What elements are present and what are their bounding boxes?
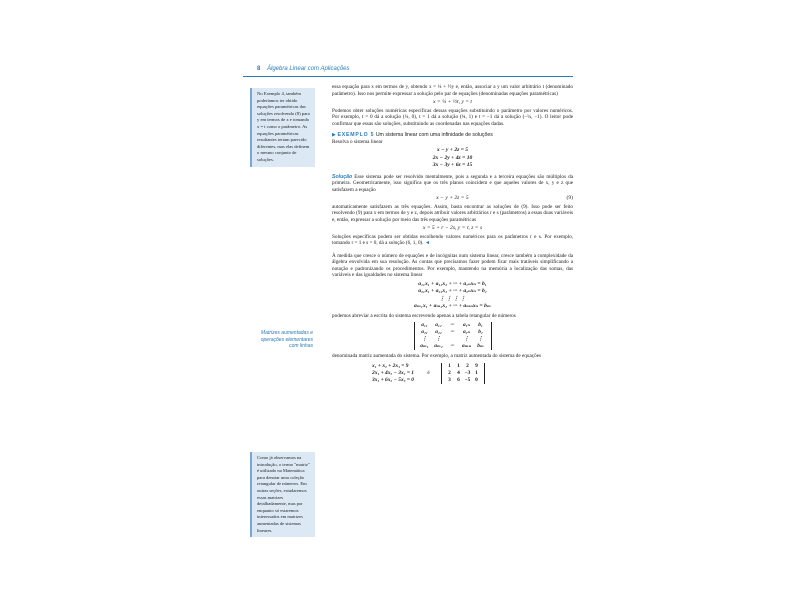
main-column xyxy=(332,84,573,384)
general-system xyxy=(332,281,573,311)
paragraph-4: automaticamente satisfazem as três equações. Assim, basta encontrar as soluções de (9). Isso pode ser feito resolvendo (9) para x em termos de y e z, depois atribuir valores arbitrários r e s (parâmetros) a essas duas variáveis e, então, expressar a solução por meio das três equações paramétricas xyxy=(332,203,573,223)
matrix-cell: ⋮ xyxy=(421,336,428,342)
paragraph-7: podemos abreviar a escrita do sistema escrevendo apenas a tabela retangular de números xyxy=(332,312,516,319)
matrix-cell: 1 xyxy=(448,362,451,369)
running-header xyxy=(243,66,573,77)
numeric-augmented-matrix xyxy=(441,363,485,384)
example-instruction: Resolva o sistema linear xyxy=(332,138,383,145)
margin-heading: Matrizes aumentadas e operações elementares com linhas xyxy=(260,330,313,350)
matrix-cell: b₂ xyxy=(478,329,483,335)
paragraph-1: essa equação para x em termos de y, obtendo x = ¼ + ½y e, então, associar a y um valor arbitrário t (denominado parâmetro). Isso nos permite expressar a solução pelo par de equações (denominadas equações paramétricas) xyxy=(332,84,573,97)
solution-label: Solução xyxy=(332,173,353,180)
system-1-row: 3x − 3y + 6z = 15 xyxy=(432,162,473,168)
paragraph-2: Podemos obter soluções numéricas específicas dessas equações substituindo o parâmetro por valores numéricos. Por exemplo, t = 0 dá a solução (¼, 0), t = 1 dá a solução (¾, 1) e t = −1 dá a solução (−¼, −1). O leitor pode confirmar que essas são soluções, substituindo as coordenadas nas equações dadas. xyxy=(332,107,573,127)
matrix-cell: 2 xyxy=(448,369,451,376)
matrix-cell: aₘ₁ xyxy=(420,343,429,349)
general-system-row: ⋮ ⋮ ⋮ ⋮ xyxy=(439,295,466,302)
system-2-row: 3x₁ + 6x₂ − 5x₃ = 0 xyxy=(372,376,415,383)
matrix-cell: ⋮ xyxy=(435,336,442,342)
is-word: é xyxy=(427,369,430,376)
equation-9-number: (9) xyxy=(566,195,573,201)
system-2 xyxy=(372,363,414,384)
general-system-row: a₂₁x₁ + a₂₂x₂ + ··· + a₂ₙxₙ = b₂ xyxy=(418,288,487,294)
matrix-cell: bₘ xyxy=(477,343,484,349)
matrix-cell: a₁₂ xyxy=(435,322,442,328)
paragraph-6: À medida que cresce o número de equações e de incógnitas num sistema linear, cresce também a complexidade da álgebra envolvida em sua resolução. As contas que precisamos fazer podem ficar mais tratáveis simplificando a notação e padronizando os procedimentos. Por exemplo, mantendo na memória a localização das somas, das variáveis e das igualdades no sistema linear xyxy=(332,252,573,278)
matrix-cell: 6 xyxy=(457,376,460,383)
system-2-row: x₁ + x₂ + 2x₃ = 9 xyxy=(372,362,409,369)
matrix-cell: b₁ xyxy=(478,322,483,328)
example-title: Um sistema linear com uma infinidade de soluções xyxy=(375,132,493,138)
example-system-and-matrix xyxy=(332,363,573,384)
end-of-example-icon: ◄ xyxy=(424,240,431,246)
side-note-2: Como já observamos na introdução, o termo "matriz" é utilizado na Matemática para denotar uma coleção retangular de números. Em outras seções, estudaremos essas matrizes detalhadamente, mas por enquanto só estaremos interessados em matrizes aumentadas de sistemas lineares. xyxy=(250,452,315,537)
matrix-cell: ⋮ xyxy=(463,336,470,342)
general-system-row: aₘ₁x₁ + aₘ₂x₂ + ··· + aₘₙxₙ = bₘ xyxy=(414,303,491,309)
matrix-cell: 4 xyxy=(457,369,460,376)
system-1 xyxy=(332,147,573,170)
matrix-cell: a₁ₙ xyxy=(462,322,471,328)
page-number: 8 xyxy=(257,66,261,72)
matrix-cell: aₘ₂ xyxy=(434,343,443,349)
system-1-row: 2x − 2y + 4z = 10 xyxy=(432,154,473,161)
side-note-1: No Exemplo 4, também poderíamos ter obtido equações paramétricas das soluções resolvendo (8) para y em termos de x e tomando x = t como o parâmetro. As equações paramétricas resultantes teriam parecido diferentes, mas elas definem o mesmo conjunto de soluções. xyxy=(250,88,315,167)
solution-paragraph xyxy=(332,174,573,194)
system-1-row: x − y + 2z = 5 xyxy=(436,147,469,153)
matrix-cell: a₂ₙ xyxy=(462,329,471,335)
equation-parametric-1: x = ¼ + ½t, y = t xyxy=(433,99,472,105)
matrix-cell: −5 xyxy=(464,376,471,383)
matrix-cell: a₂₁ xyxy=(421,329,428,335)
matrix-cell: ⋮ xyxy=(477,336,484,342)
example-tag: EXEMPLO 5 xyxy=(337,132,375,138)
paragraph-5 xyxy=(332,234,573,247)
matrix-cell: 9 xyxy=(475,362,478,369)
matrix-cell: 0 xyxy=(475,376,478,383)
system-2-row: 2x₁ + 4x₂ − 3x₃ = 1 xyxy=(372,369,415,376)
general-system-row: a₁₁x₁ + a₁₂x₂ + ··· + a₁ₙxₙ = b₁ xyxy=(418,280,487,287)
matrix-cell: 2 xyxy=(466,362,469,369)
solution-text: Esse sistema pode ser resolvido mentalmente, pois a segunda e a terceira equações são múltiplos da primeira. Geometricamente, isso significa que os três planos coincidem e que aqueles valores de x, y e z que satisfazem a equação xyxy=(332,173,573,193)
equation-9: x − y + 2z = 5 xyxy=(436,195,469,201)
matrix-cell: ··· xyxy=(450,329,455,335)
matrix-cell: 1 xyxy=(475,369,478,376)
matrix-cell: ··· xyxy=(450,343,455,349)
book-page xyxy=(243,66,573,536)
matrix-cell: a₂₂ xyxy=(435,329,442,335)
augmented-matrix xyxy=(414,322,492,350)
paragraph-8: denominada matriz aumentada do sistema. Por exemplo, a matriz aumentada do sistema de equações xyxy=(332,353,542,359)
equation-9-row xyxy=(332,195,573,202)
matrix-cell: a₁₁ xyxy=(421,322,428,328)
augmented-matrix-row xyxy=(332,322,573,350)
paragraph-5-text: Soluções específicas podem ser obtidas escolhendo valores numéricos para os parâmetros r e s. Por exemplo, tomando r = 1 e s = 0, dá a solução (6, 1, 0). xyxy=(332,233,573,246)
matrix-cell: −3 xyxy=(464,369,471,376)
triangle-marker-icon: ▶ xyxy=(332,132,336,138)
matrix-cell: ··· xyxy=(450,322,455,328)
matrix-cell: aₘₙ xyxy=(461,343,472,349)
equation-parametric-2: x = 5 + r − 2s, y = r, z = s xyxy=(422,225,483,231)
matrix-cell: 3 xyxy=(448,376,451,383)
book-title: Álgebra Linear com Aplicações xyxy=(267,66,350,72)
matrix-cell: 1 xyxy=(457,362,460,369)
